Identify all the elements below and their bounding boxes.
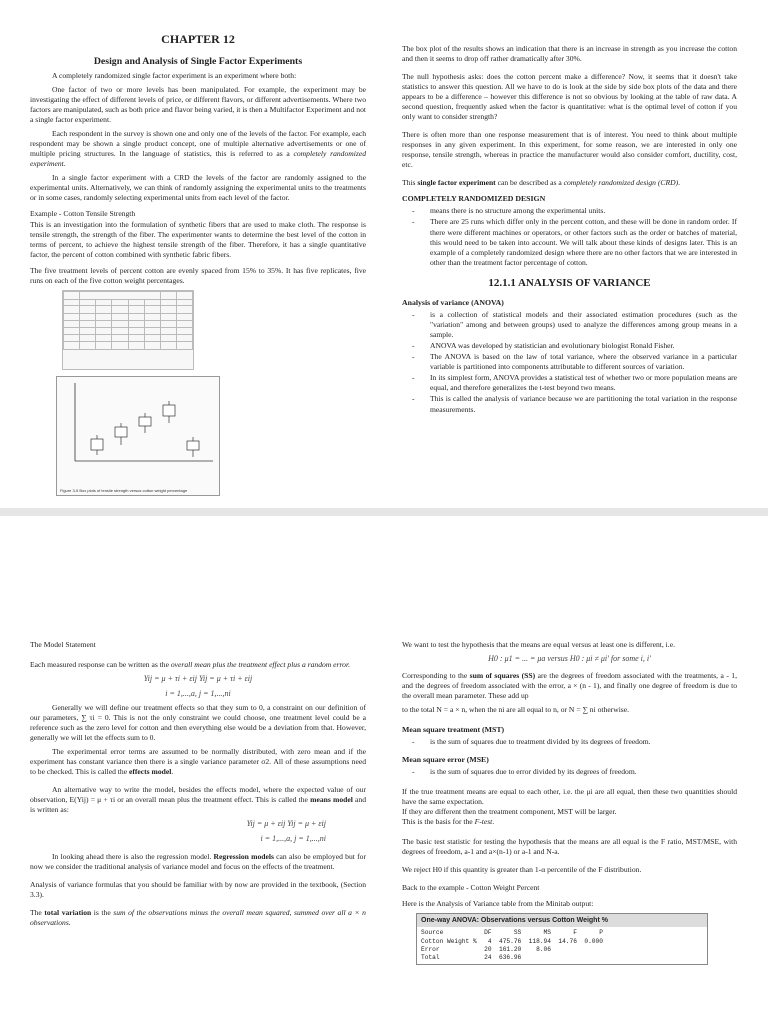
means-model-equation: Yij = μ + εij Yij = μ + εij [246, 819, 326, 829]
anova-list [402, 310, 737, 414]
paragraph: We want to test the hypothesis that the means are equal versus at least one is different, i.e. [402, 640, 675, 649]
mse-heading: Mean square error (MSE) [402, 754, 489, 764]
example-title: Example - Cotton Tensile Strength [30, 208, 136, 218]
paragraph: The total variation is the sum of the observations minus the overall mean squared, summed over all a × n observations. [30, 908, 366, 928]
document-page-1 [0, 0, 768, 508]
paragraph: Analysis of variance formulas that you should be familiar with by now are provided in the textbook, (Section 3.3). [30, 880, 366, 900]
paragraph: Generally we will define our treatment effects so that they sum to 0, a constraint on our definition of our parameters, ∑ τi = 0. This is not the only constraint we could choose, one treatment level could be a reference such as the zero level for cotton and then everything else would be a deviation from that. However, generally we will let the effects sum to 0. [30, 703, 366, 743]
box-20 [115, 427, 127, 437]
page-separator [0, 508, 768, 516]
paragraph: This is an investigation into the formulation of synthetic fibers that are used to make cloth. The response is tensile strength, the strength of the fiber. The experimenter wants to determine the best level of the cotton in terms of percent, to achieve the highest tensile strength of the fiber. Therefore, it has a single quantitative factor, the percent of cotton combined with synthetic fabric fibers. [30, 219, 366, 259]
paragraph: An alternative way to write the model, besides the effects model, where the expected value of our observation, E(Yij) = μ + τi or an overall mean plus the treatment effect. This is called the means model and is written as: [30, 785, 366, 815]
list-item: - The ANOVA is based on the law of total variance, where the observed variance in a particular variable is partitioned into components attributable to different sources of variation. [430, 352, 737, 372]
model-heading: The Model Statement [30, 640, 96, 649]
paragraph: The five treatment levels of percent cotton are evenly spaced from 15% to 35%. It has five replicates, five runs on each of the five cotton weight percentages. [30, 266, 366, 286]
page1-right-column [402, 44, 737, 419]
page2-left-column [30, 640, 366, 932]
box-30 [163, 405, 175, 416]
paragraph: In a single factor experiment with a CRD the levels of the factor are randomly assigned to the experimental units. Alternatively, we can think of randomly assigning the experimental units to the treatments or in some cases, randomly selecting experimental units from each level of the factor. [30, 172, 366, 202]
paragraph: Corresponding to the sum of squares (SS) are the degrees of freedom associated with the treatments, a - 1, and the degrees of freedom associated with the error, a × (n - 1), and finally one degree of freedom is due to the overall mean parameter. These add up [402, 670, 737, 700]
list-item: - means there is no structure among the experimental units. [430, 206, 737, 216]
page1-left-column [30, 0, 366, 496]
chapter-heading: CHAPTER 12 [161, 32, 235, 46]
figure-caption: Figure 3-5 Box plots of tensile strength versus cotton weight percentage [60, 487, 188, 493]
paragraph: The experimental error terms are assumed to be normally distributed, with zero mean and if the experiment has constant variance then there is a single variance parameter σ2. All of these assumptions need to be checked. This is called the effects model. [30, 747, 366, 777]
paragraph: We reject H0 if this quantity is greater than 1-α percentile of the F distribution. [402, 865, 642, 875]
paragraph: This single factor experiment can be described as a completely randomized design (CRD). [402, 178, 681, 188]
page2-right-column [402, 640, 737, 965]
list-item: - is a collection of statistical models and their associated estimation procedures (such as the "variation" among and between groups) used to analyze the differences among group means in a sample. [430, 310, 737, 340]
paragraph: Here is the Analysis of Variance table from the Minitab output: [402, 899, 594, 909]
observations-table-image [62, 290, 194, 370]
anova-table-title: One-way ANOVA: Observations versus Cotton Weight % [417, 914, 707, 927]
paragraph: This is the basis for the F-test. [402, 817, 495, 827]
intro-paragraph: A completely randomized single factor experiment is an experiment where both: [52, 70, 297, 80]
crd-list [402, 206, 737, 267]
crd-heading: COMPLETELY RANDOMIZED DESIGN [402, 194, 546, 204]
box-plot-figure [56, 376, 220, 496]
box-35 [187, 441, 199, 450]
paragraph: The null hypothesis asks: does the cotton percent make a difference? Now, it seems that it doesn't take statistics to answer this question. All we have to do is look at the side by side box plots of the data and there appears to be a difference – however this difference is not so obvious by looking at the table of raw data. A second question, frequently asked when the factor is quantitative: what is the optimal level of cotton if you only want to consider strength? [402, 72, 737, 122]
section-title-anova: 12.1.1 ANALYSIS OF VARIANCE [488, 276, 651, 289]
list-item: - is the sum of squares due to treatment divided by its degrees of freedom. [430, 737, 737, 747]
mst-heading: Mean square treatment (MST) [402, 724, 505, 734]
paragraph: If they are different then the treatment component, MST will be larger. [402, 807, 617, 817]
observations-table [63, 291, 193, 350]
paragraph: There is often more than one response measurement that is of interest. You need to think about multiple responses in any given experiment. In this experiment, for some reason, we are interested in only one response, tensile strength, whereas in practice the manufacturer would also consider comfort, ductility, cost, etc. [402, 130, 737, 170]
list-item: - ANOVA was developed by statistician and evolutionary biologist Ronald Fisher. [430, 341, 737, 351]
mse-list [402, 767, 737, 777]
box-plot-svg [57, 377, 219, 481]
paragraph: The box plot of the results shows an indication that there is an increase in strength as you increase the cotton and then it seems to drop off rather dramatically after 30%. [402, 44, 737, 64]
paragraph: Each measured response can be written as the overall mean plus the treatment effect plus a random error. [30, 660, 350, 670]
effects-model-equation: Yij = μ + τi + εij Yij = μ + τi + εij [143, 674, 253, 684]
list-item: - There are 25 runs which differ only in the percent cotton, and these will be done in random order. If there were different machines or operators, or other factors such as the order or batches of material, this would need to be taken into account. We will talk about these kinds of designs later. This is an example of a completely randomized design where there are no other factors that we are interested in other than the treatment factor percentage of cotton. [430, 217, 737, 267]
paragraph: Each respondent in the survey is shown one and only one of the levels of the factor. For example, each respondent may be shown a single product concept, one of multiple alternative advertisements or one of multiple pricing structures. In the language of statistics, this is referred to as a completely randomized experiment. [30, 128, 366, 168]
mst-list [402, 737, 737, 747]
paragraph: In looking ahead there is also the regression model. Regression models can also be employed but for now we consider the traditional analysis of variance model and focus on the effects of the treatment. [30, 852, 366, 872]
paragraph: Back to the example - Cotton Weight Percent [402, 883, 540, 893]
box-15 [91, 439, 103, 450]
document-page-2 [0, 516, 768, 1024]
minitab-anova-table [416, 913, 708, 964]
anova-table-body: Source DF SS MS F P Cotton Weight % 4 475.76 118.94 14.76 0.000 Error 20 161.20 8.06 Total 24 636.96 [421, 929, 603, 961]
chapter-title: Design and Analysis of Single Factor Experiments [93, 55, 303, 67]
paragraph: to the total N = a × n, when the ni are all equal to n, or N = ∑ ni otherwise. [402, 704, 630, 714]
paragraph: One factor of two or more levels has been manipulated. For example, the experiment may be investigating the effect of different levels of price, or different flavors, or different advertisements. Where two factors are manipulated, such as both price and flavor being varied, it is then a Multifactor Experiment and not a single factor experiment. [30, 84, 366, 124]
equation-indices: i = 1,...,a, j = 1,...,ni [260, 833, 326, 843]
box-25 [139, 417, 151, 426]
paragraph: The basic test statistic for testing the hypothesis that the means are all equal is the F ratio, MST/MSE, with degrees of freedom, a-1 and a×(n-1) or a-1 and N-a. [402, 837, 737, 857]
list-item: - In its simplest form, ANOVA provides a statistical test of whether two or more population means are equal, and therefore generalizes the t-test beyond two means. [430, 373, 737, 393]
equation-indices: i = 1,...,a, j = 1,...,ni [165, 688, 231, 698]
anova-heading: Analysis of variance (ANOVA) [402, 298, 504, 308]
hypothesis-equation: H0 : μ1 = ... = μa versus H0 : μi ≠ μi′ for some i, i′ [488, 654, 651, 664]
list-item: - This is called the analysis of variance because we are partitioning the total variation in the response measurements. [430, 394, 737, 414]
paragraph: If the true treatment means are equal to each other, i.e. the μi are all equal, then these two quantities should have the same expectation. [402, 787, 737, 807]
list-item: - is the sum of squares due to error divided by its degrees of freedom. [430, 767, 737, 777]
